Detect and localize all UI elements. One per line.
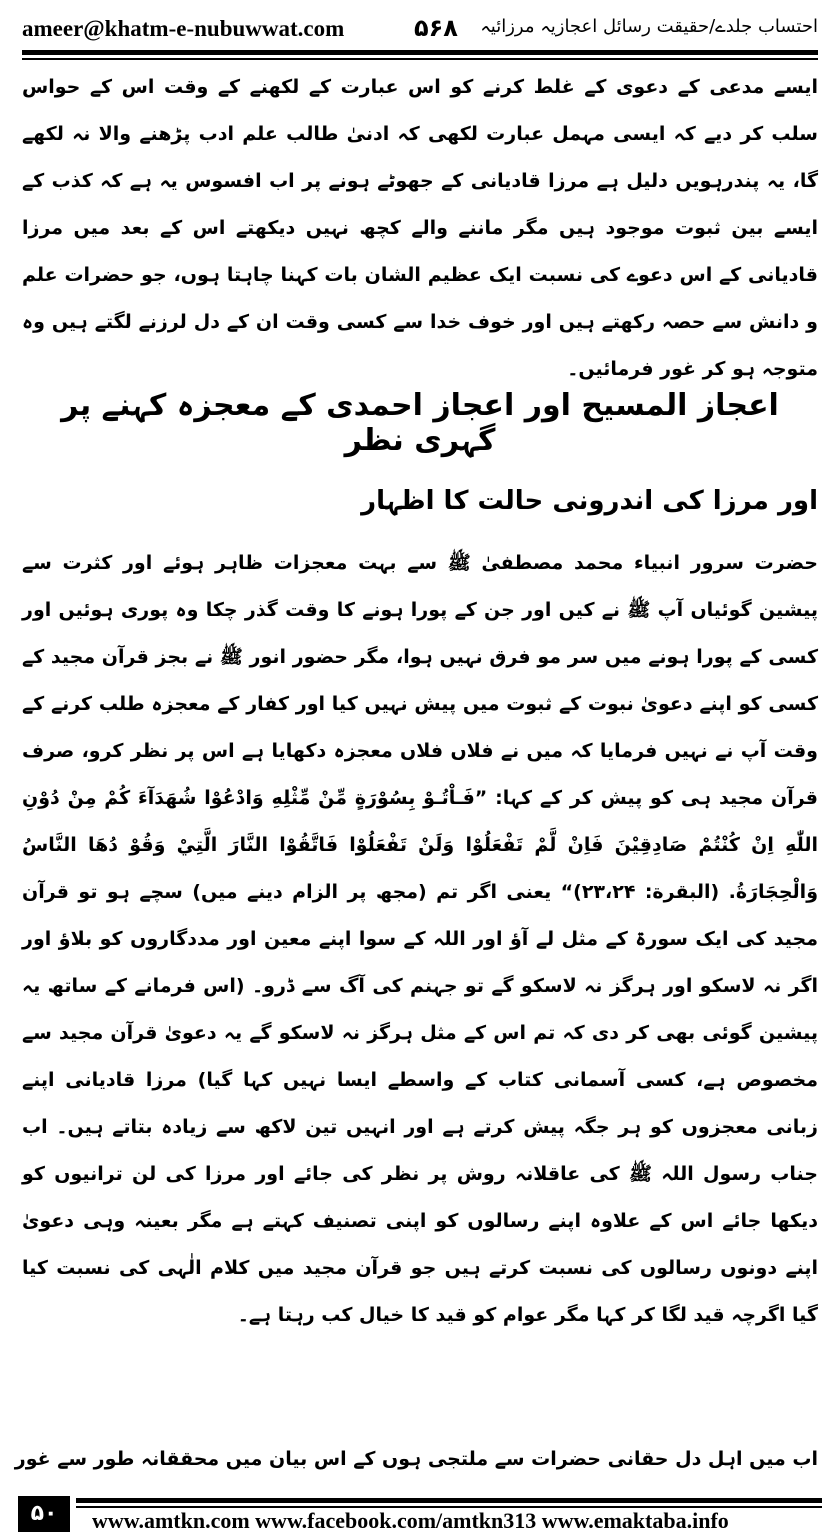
header-title: احتساب جلدے/حقیقت رسائل اعجازیہ مرزائیہ: [480, 16, 818, 37]
main-section: [22, 540, 818, 1339]
header-email: ameer@khatm-e-nubuwwat.com: [22, 16, 345, 41]
section-heading-main: اعجاز المسیح اور اعجاز احمدی کے معجزہ کہنے پر گہری نظر: [61, 388, 779, 458]
footer-links[interactable]: www.amtkn.com www.facebook.com/amtkn313 www.emaktaba.info: [92, 1508, 729, 1533]
header-rule-thick: [22, 50, 818, 55]
header-rule-thin: [22, 58, 818, 60]
footer-page-badge: ۵۰: [18, 1496, 70, 1532]
header-page-number: ۵۶۸: [414, 14, 458, 42]
intro-paragraph: ایسے مدعی کے دعوی کے غلط کرنے کو اس عبارت کے لکھنے کے وقت اس کے حواس سلب کر دیے کہ ایسی مہمل عبارت لکھی کہ ادنیٰ طالب علم ادب پڑھنے والا نہ لکھے گا، یہ پندرہویں دلیل ہے مرزا قادیانی کے جھوٹے ہونے پر اب افسوس یہ ہے کہ کذب کے ایسے بین ثبوت موجود ہیں مگر ماننے والے کچھ نہیں دیکھتے اس کے بعد میں مرزا قادیانی کے اس دعوے کی نسبت ایک عظیم الشان بات کہنا چاہتا ہوں، جو حضرات علم و دانش سے حصہ رکھتے ہیں اور خوف خدا سے کسی وقت ان کے دل لرزنے لگتے ہیں وہ متوجہ ہو کر غور فرمائیں۔: [22, 76, 818, 380]
footer-rule-thick: [76, 1498, 822, 1503]
intro-section: [22, 64, 818, 393]
main-paragraph: حضرت سرور انبیاء محمد مصطفیٰ ﷺ سے بہت معجزات ظاہر ہوئے اور کثرت سے پیشین گوئیاں آپ ﷺ نے کیں اور جن کے پورا ہونے کا وقت گذر چکا وہ پوری ہوئیں اور کسی کے پورا ہونے میں سر مو فرق نہیں ہوا، مگر حضور انور ﷺ نے بجز قرآن مجید کے کسی کو اپنے دعویٰ نبوت کے ثبوت میں پیش نہیں کیا اور کفار کے معجزہ طلب کرنے کے وقت آپ نے نہیں فرمایا کہ میں نے فلاں فلاں معجزہ دکھایا ہے اس پر نظر کرو، صرف قرآن مجید ہی کو پیش کر کے کہا: ”فَـاْتُـوْ بِسُوْرَةٍ مِّنْ مِّثْلِهِ وَادْعُوْا شُهَدَآءَ كُمْ مِنْ دُوْنِ اللّٰهِ اِنْ كُنْتُمْ صَادِقِيْنَ فَاِنْ لَّمْ تَفْعَلُوْا وَلَنْ تَفْعَلُوْا فَاتَّقُوْا النَّارَ الَّتِيْ وَقُوْ دُهَا النَّاسُ وَالْحِجَارَةُ. (البقرة: ۲۳،۲۴)“ یعنی اگر تم (مجھ پر الزام دینے میں) سچے ہو تو قرآن مجید کی ایک سورۃ کے مثل لے آؤ اور اللہ کے سوا اپنے معین اور مددگاروں کو بلاؤ اور اگر نہ لاسکو اور ہرگز نہ لاسکو گے تو جہنم کی آگ سے ڈرو۔ (اس فرمانے کے ساتھ یہ پیشین گوئی بھی کر دی کہ تم اس کے مثل ہرگز نہ لاسکو گے یہ دعویٰ قرآن مجید سے مخصوص ہے، کسی آسمانی کتاب کے واسطے ایسا نہیں کہا گیا) مرزا قادیانی اپنے زبانی معجزوں کو ہر جگہ پیش کرتے ہے اور انہیں تین لاکھ سے زیادہ بتاتے ہیں۔ اب جناب رسول اللہ ﷺ کی عاقلانہ روش پر نظر کی جائے اور مرزا کی لن ترانیوں کو دیکھا جائے اس کے علاوہ اپنے رسالوں کو اپنی تصنیف کہتے ہے مگر بعینہ وہی دعویٰ اپنے دونوں رسالوں کی نسبت کرتے ہیں جو قرآن مجید میں کلام الٰہی کی نسبت کیا گیا اگرچہ قید لگا کر کہا مگر عوام کو قید کا خیال کب رہتا ہے۔: [22, 552, 818, 1326]
section-heading-sub: اور مرزا کی اندرونی حالت کا اظہار: [361, 486, 818, 516]
page-header: [22, 14, 818, 48]
closing-line: اب میں اہل دل حقانی حضرات سے ملتجی ہوں کے اس بیان میں محققانہ طور سے غور: [14, 1448, 818, 1470]
